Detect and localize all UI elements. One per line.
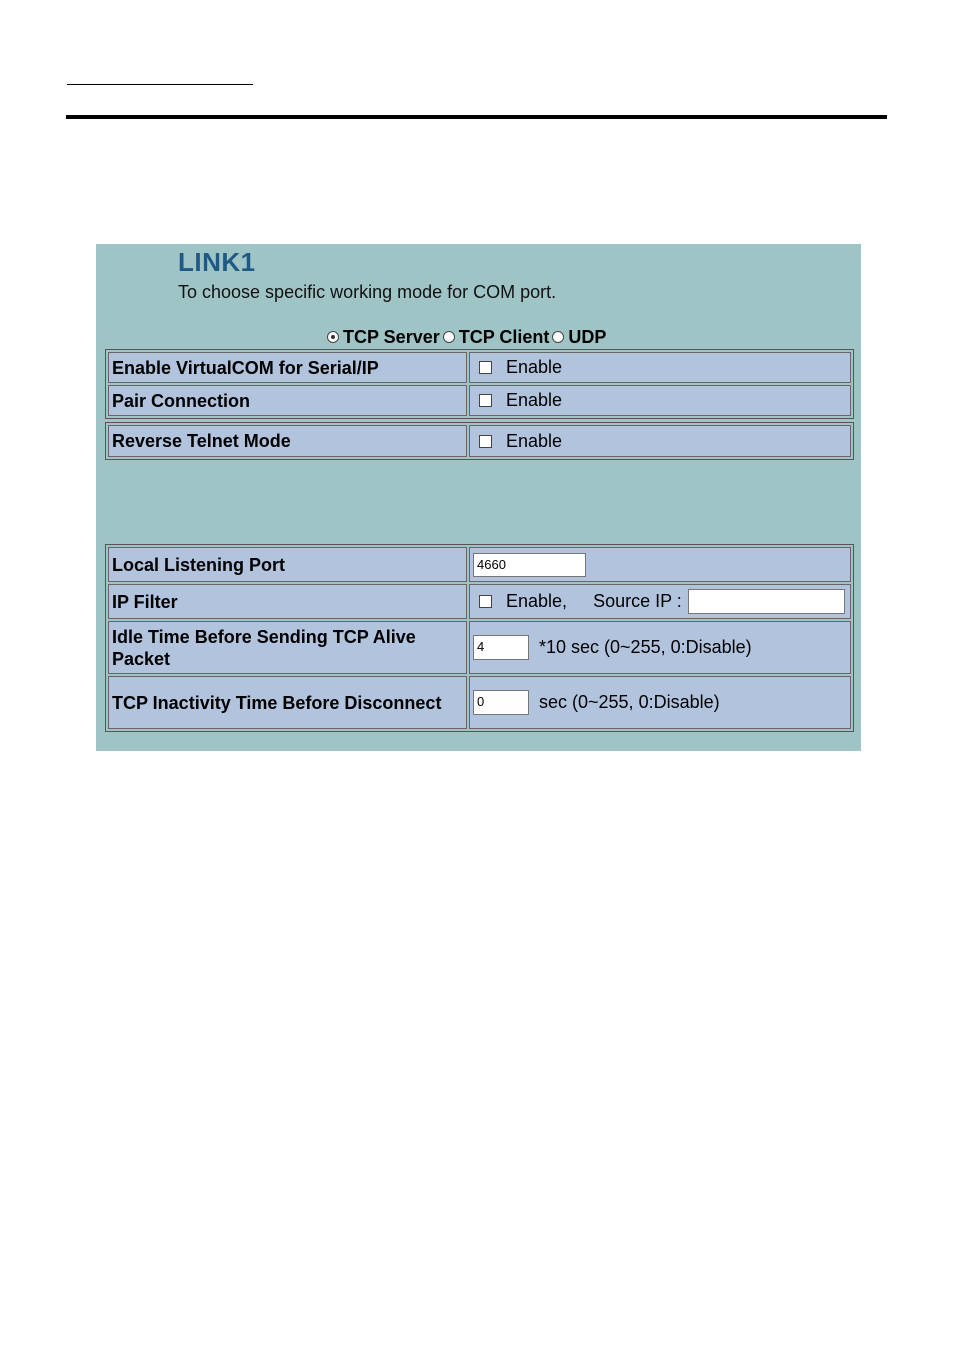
listen-port-label: Local Listening Port xyxy=(108,547,467,582)
idle-time-label: Idle Time Before Sending TCP Alive Packet xyxy=(108,621,467,674)
listen-port-input[interactable]: 4660 xyxy=(473,553,586,577)
source-ip-label: Source IP : xyxy=(593,591,682,611)
table-row xyxy=(108,385,851,416)
ip-filter-cell xyxy=(469,584,851,619)
idle-time-input[interactable]: 4 xyxy=(473,635,529,660)
ip-filter-checkbox[interactable] xyxy=(479,595,492,608)
header-rule xyxy=(66,115,887,119)
reverse-telnet-option-label[interactable]: Enable xyxy=(506,430,563,451)
table-row xyxy=(108,352,851,383)
link-title: LINK1 xyxy=(178,247,256,277)
radio-udp[interactable] xyxy=(552,331,564,343)
telnet-table xyxy=(105,422,854,460)
table-row xyxy=(108,621,851,674)
inactivity-time-cell xyxy=(469,676,851,729)
radio-tcp-server-label[interactable]: TCP Server xyxy=(343,326,440,347)
table-row xyxy=(108,547,851,582)
pair-connection-label: Pair Connection xyxy=(108,385,467,416)
radio-tcp-client[interactable] xyxy=(443,331,455,343)
top-short-rule xyxy=(67,84,253,85)
inactivity-time-input[interactable]: 0 xyxy=(473,690,529,715)
inactivity-time-label: TCP Inactivity Time Before Disconnect xyxy=(108,676,467,729)
radio-tcp-client-label[interactable]: TCP Client xyxy=(458,326,550,347)
link-settings-panel xyxy=(96,244,861,751)
virtualcom-checkbox[interactable] xyxy=(479,361,492,374)
table-row xyxy=(108,676,851,729)
pair-connection-cell xyxy=(469,385,851,416)
listen-port-cell xyxy=(469,547,851,582)
link-description: To choose specific working mode for COM port. xyxy=(178,282,557,302)
table-row xyxy=(108,425,851,457)
idle-time-cell xyxy=(469,621,851,674)
pair-connection-option-label[interactable]: Enable xyxy=(506,390,563,410)
virtualcom-cell xyxy=(469,352,851,383)
radio-tcp-server[interactable] xyxy=(327,331,339,343)
server-settings-table xyxy=(105,544,854,732)
source-ip-input[interactable] xyxy=(688,589,845,614)
mode-radio-group xyxy=(324,326,606,348)
radio-udp-label[interactable]: UDP xyxy=(568,326,607,347)
pair-connection-checkbox[interactable] xyxy=(479,394,492,407)
reverse-telnet-cell xyxy=(469,425,851,457)
reverse-telnet-checkbox[interactable] xyxy=(479,435,492,448)
virtualcom-label: Enable VirtualCOM for Serial/IP xyxy=(108,352,467,383)
virtualcom-option-label[interactable]: Enable xyxy=(506,357,563,377)
reverse-telnet-label: Reverse Telnet Mode xyxy=(108,425,467,457)
ip-filter-label: IP Filter xyxy=(108,584,467,619)
options-table xyxy=(105,349,854,419)
table-row xyxy=(108,584,851,619)
inactivity-time-unit: sec (0~255, 0:Disable) xyxy=(539,692,720,712)
idle-time-unit: *10 sec (0~255, 0:Disable) xyxy=(539,637,752,657)
ip-filter-option-label[interactable]: Enable, xyxy=(506,591,568,611)
